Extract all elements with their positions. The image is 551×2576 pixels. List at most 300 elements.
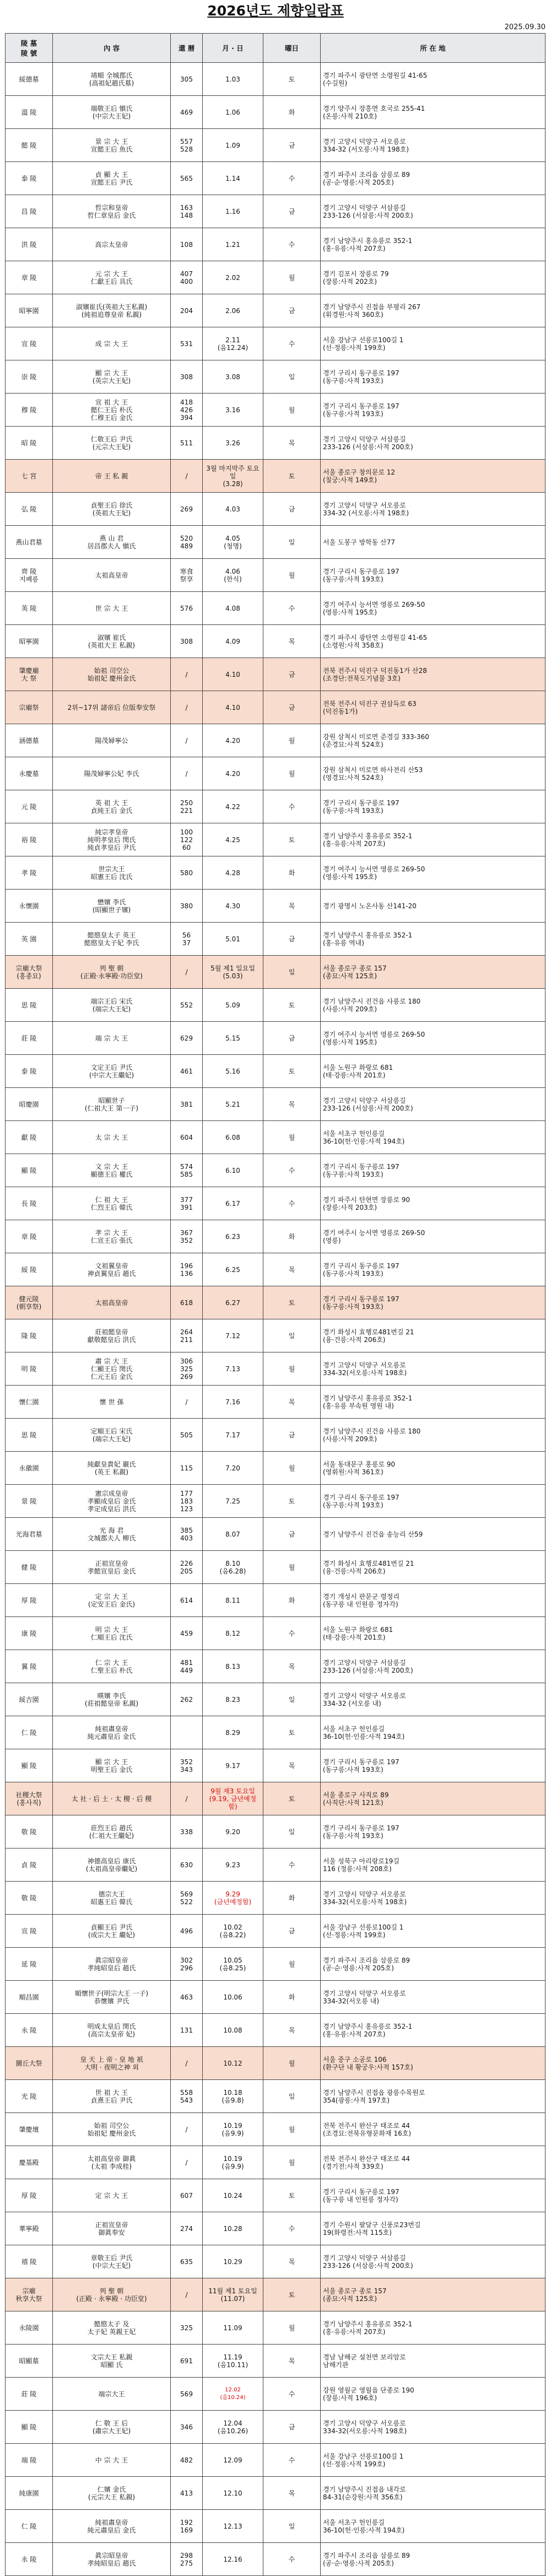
- cell-month-day: 3.16: [203, 394, 263, 427]
- cell-hwan: 552: [171, 989, 203, 1022]
- cell-neung: 溫 陵: [6, 96, 53, 129]
- table-row: [6, 1286, 545, 1319]
- schedule-table: [5, 33, 545, 2576]
- cell-content: 端敬王后 愼氏 (中宗大王妃): [53, 96, 171, 129]
- cell-content: 燕 山 君 居昌郡夫人 愼氏: [53, 526, 171, 559]
- cell-hwan: 264 211: [171, 1319, 203, 1352]
- cell-content: 仁敬王后 尹氏 (元宗大王妃): [53, 427, 171, 460]
- table-header-row: [6, 34, 545, 63]
- cell-location: 경기 고양시 덕양구 서오릉로 334-32 (서오릉 내): [321, 1683, 545, 1716]
- cell-month-day: 11.09: [203, 2311, 263, 2345]
- cell-hwan: /: [171, 724, 203, 757]
- table-row: [6, 1882, 545, 1915]
- cell-hwan: 614: [171, 1584, 203, 1617]
- cell-month-day: 7.17: [203, 1419, 263, 1452]
- cell-hwan: 691: [171, 2345, 203, 2378]
- cell-content: 太 宗 大 王: [53, 1121, 171, 1154]
- cell-neung: 英 園: [6, 923, 53, 956]
- cell-month-day: 4.30: [203, 890, 263, 923]
- table-row: [6, 129, 545, 162]
- cell-location: 경기 구리시 동구릉로 197 (동구릉:사적 193호): [321, 1286, 545, 1319]
- cell-hwan: 463: [171, 1981, 203, 2014]
- cell-neung: 顯 陵: [6, 2411, 53, 2444]
- cell-weekday: 금: [263, 1419, 321, 1452]
- cell-month-day: 3.08: [203, 360, 263, 394]
- cell-weekday: 토: [263, 63, 321, 96]
- cell-content: 端宗大王: [53, 2378, 171, 2411]
- table-row: [6, 460, 545, 493]
- cell-location: 경기 고양시 덕양구 서삼릉길 233-126 (서삼릉:사적 200호): [321, 2245, 545, 2278]
- cell-month-day: 5.09: [203, 989, 263, 1022]
- cell-location: 전북 전주시 덕진구 권삼득로 63 (덕진동1가): [321, 691, 545, 724]
- table-row: [6, 2278, 545, 2311]
- cell-content: 文祖翼皇帝 神貞翼皇后 趙氏: [53, 1253, 171, 1286]
- cell-hwan: 338: [171, 1815, 203, 1849]
- cell-neung: 涵德墓: [6, 724, 53, 757]
- cell-month-day: 2.06: [203, 294, 263, 327]
- cell-neung: 宗廟 秋享大祭: [6, 2278, 53, 2311]
- cell-weekday: 목: [263, 1650, 321, 1683]
- cell-neung: 延 陵: [6, 1948, 53, 1981]
- cell-neung: 莊 陵: [6, 1022, 53, 1055]
- cell-content: 太 社 · 后 土 · 太 稷 · 后 稷: [53, 1782, 171, 1815]
- table-row: [6, 890, 545, 923]
- cell-neung: 綏吉園: [6, 1683, 53, 1716]
- cell-hwan: 413: [171, 2477, 203, 2510]
- cell-content: 孝 宗 大 王 仁宣王后 張氏: [53, 1220, 171, 1253]
- cell-month-day: 10.19 (음9.9): [203, 2146, 263, 2179]
- cell-location: 경기 구리시 동구릉로 197 (동구릉 내 인원릉 정자각): [321, 2179, 545, 2212]
- cell-hwan: 325: [171, 2311, 203, 2345]
- cell-weekday: 수: [263, 1154, 321, 1187]
- table-row: [6, 195, 545, 228]
- cell-content: 陽茂婦寧公: [53, 724, 171, 757]
- table-row: [6, 956, 545, 989]
- cell-location: 경기 고양시 덕양구 서삼릉길 233-126 (서삼릉:사적 200호): [321, 427, 545, 460]
- table-row: [6, 2014, 545, 2047]
- cell-neung: 光海君墓: [6, 1518, 53, 1551]
- cell-content: 貞聖王后 徐氏 (英祖大王妃): [53, 493, 171, 526]
- cell-weekday: 수: [263, 592, 321, 625]
- table-row: [6, 1915, 545, 1948]
- cell-month-day: 6.08: [203, 1121, 263, 1154]
- cell-location: 경기 남양주시 진건읍 송능리 산59: [321, 1518, 545, 1551]
- cell-content: 成 宗 大 王: [53, 327, 171, 360]
- cell-location: 경기 남양주시 진건읍 사릉로 180 (사릉:사적 209호): [321, 1419, 545, 1452]
- cell-hwan: 557 528: [171, 129, 203, 162]
- cell-weekday: 월: [263, 1452, 321, 1485]
- cell-hwan: 482: [171, 2444, 203, 2477]
- cell-weekday: 수: [263, 2543, 321, 2576]
- cell-month-day: 7.16: [203, 1386, 263, 1419]
- cell-month-day: 10.06: [203, 1981, 263, 2014]
- cell-hwan: /: [171, 691, 203, 724]
- cell-hwan: 604: [171, 1121, 203, 1154]
- cell-content: 懿愍皇太子 英王 懿愍皇太子妃 李氏: [53, 923, 171, 956]
- cell-month-day: 4.10: [203, 658, 263, 691]
- table-row: [6, 1815, 545, 1849]
- cell-month-day: 4.22: [203, 790, 263, 823]
- cell-location: 경기 파주시 광탄면 소령원길 41-65 (수길원): [321, 63, 545, 96]
- cell-content: 文宗大王 私親 昭顯 氏: [53, 2345, 171, 2378]
- cell-location: 경기 남양주시 진접읍 내각로 84-31(순강원:사적 356호): [321, 2477, 545, 2510]
- cell-hwan: 274: [171, 2212, 203, 2245]
- cell-month-day: 6.27: [203, 1286, 263, 1319]
- cell-content: 顯 宗 大 王 (英宗大王妃): [53, 360, 171, 394]
- cell-location: 경기 남양주시 홍유릉로 352-1 (홍·유릉 부속원 영원 내): [321, 1386, 545, 1419]
- cell-location: 경기 구리시 동구릉로 197 (동구릉:사적 193호): [321, 1253, 545, 1286]
- cell-weekday: 목: [263, 1749, 321, 1782]
- cell-weekday: 목: [263, 1088, 321, 1121]
- cell-location: 경기 구리시 동구릉로 197 (동구릉:사적 193호): [321, 559, 545, 592]
- cell-location: 경기 파주시 조리읍 삼릉로 89 (공·순·영릉:사적 205호): [321, 162, 545, 195]
- cell-month-day: 9.20: [203, 1815, 263, 1849]
- cell-content: 正祖宣皇帝 御眞奉安: [53, 2212, 171, 2245]
- cell-hwan: 569 522: [171, 1882, 203, 1915]
- cell-hwan: 505: [171, 1419, 203, 1452]
- cell-location: 경기 고양시 덕양구 서삼릉길 233-126 (서삼릉:사적 200호): [321, 1650, 545, 1683]
- cell-neung: 健元陵 (朝享祭): [6, 1286, 53, 1319]
- cell-month-day: 6.23: [203, 1220, 263, 1253]
- cell-neung: 齊 陵 지폐릉: [6, 559, 53, 592]
- header-month-day: 月 · 日: [203, 34, 263, 63]
- table-row: [6, 856, 545, 890]
- cell-month-day: 1.09: [203, 129, 263, 162]
- cell-neung: 穆 陵: [6, 394, 53, 427]
- cell-weekday: 목: [263, 2345, 321, 2378]
- header-neung: 陵 墓 陵 號: [6, 34, 53, 63]
- cell-hwan: /: [171, 757, 203, 790]
- cell-weekday: 화: [263, 1584, 321, 1617]
- table-row: [6, 691, 545, 724]
- cell-location: 경기 구리시 동구릉로 197 (동구릉:사적 193호): [321, 1485, 545, 1518]
- cell-neung: 元 陵: [6, 790, 53, 823]
- cell-weekday: 월: [263, 2311, 321, 2345]
- cell-content: 眞宗昭皇帝 孝純昭皇后 趙氏: [53, 1948, 171, 1981]
- cell-neung: 圜丘大祭: [6, 2047, 53, 2080]
- cell-month-day: 5.01: [203, 923, 263, 956]
- table-row: [6, 1981, 545, 2014]
- cell-neung: 端 陵: [6, 2444, 53, 2477]
- cell-month-day: 8.29: [203, 1716, 263, 1749]
- cell-hwan: /: [171, 2278, 203, 2311]
- cell-location: 서울 서초구 헌인릉길 36-10(헌·인릉:사적 194호): [321, 1716, 545, 1749]
- cell-month-day: 4.08: [203, 592, 263, 625]
- cell-weekday: 수: [263, 790, 321, 823]
- cell-content: 正祖宣皇帝 孝懿宣皇后 金氏: [53, 1551, 171, 1584]
- table-row: [6, 1187, 545, 1220]
- cell-location: 서울 강남구 선릉로100길 1 (선·정릉:사적 199호): [321, 327, 545, 360]
- table-row: [6, 1055, 545, 1088]
- cell-content: 貞 顯 大 王 宣懿王后 尹氏: [53, 162, 171, 195]
- cell-location: 경기 구리시 동구릉로 197 (동구릉:사적 193호): [321, 360, 545, 394]
- cell-weekday: 일: [263, 2510, 321, 2543]
- cell-neung: 慶基殿: [6, 2146, 53, 2179]
- cell-weekday: 월: [263, 724, 321, 757]
- cell-month-day: 10.08: [203, 2014, 263, 2047]
- table-row: [6, 2113, 545, 2146]
- cell-weekday: 월: [263, 2146, 321, 2179]
- table-row: [6, 1121, 545, 1154]
- cell-location: 경기 구리시 동구릉로 197 (동구릉:사적 193호): [321, 1154, 545, 1187]
- cell-location: 경기 파주시 조리읍 삼릉로 89 (공·순·영릉:사적 205호): [321, 2543, 545, 2576]
- table-row: [6, 2345, 545, 2378]
- cell-content: 始祖 司空公 始祖妃 慶州金氏: [53, 658, 171, 691]
- cell-location: 서울 강남구 선릉로100길 1 (선·정릉:사적 199호): [321, 2444, 545, 2477]
- cell-content: 淑嬪 崔氏 (英祖大王 私親): [53, 625, 171, 658]
- cell-hwan: 308: [171, 360, 203, 394]
- table-row: [6, 2047, 545, 2080]
- cell-location: 경기 고양시 덕양구 서삼릉길 233-126 (서삼릉:사적 200호): [321, 195, 545, 228]
- cell-content: 端宗王后 宋氏 (端宗大王妃): [53, 989, 171, 1022]
- table-row: [6, 1584, 545, 1617]
- cell-weekday: 월: [263, 2047, 321, 2080]
- cell-weekday: 월: [263, 2113, 321, 2146]
- cell-location: 서울 종로구 창의문로 12 (칠궁:사적 149호): [321, 460, 545, 493]
- cell-neung: 昭慶園: [6, 1088, 53, 1121]
- cell-location: 경기 남양주시 진접읍 부평리 267 (휘경원:사적 360호): [321, 294, 545, 327]
- cell-hwan: 558 543: [171, 2080, 203, 2113]
- cell-weekday: 목: [263, 2245, 321, 2278]
- cell-weekday: 목: [263, 2477, 321, 2510]
- cell-month-day: 4.20: [203, 724, 263, 757]
- cell-neung: 肇慶壇: [6, 2113, 53, 2146]
- cell-content: 仁 宗 大 王 仁聖王后 朴氏: [53, 1650, 171, 1683]
- table-row: [6, 261, 545, 294]
- cell-location: 경기 여주시 능서면 영릉로 269-50 (영릉:사적 195호): [321, 592, 545, 625]
- cell-neung: 敬 陵: [6, 1815, 53, 1849]
- cell-content: 景 宗 大 王 宣懿王后 魚氏: [53, 129, 171, 162]
- cell-month-day: 6.10: [203, 1154, 263, 1187]
- cell-weekday: 금: [263, 294, 321, 327]
- cell-month-day: 7.13: [203, 1352, 263, 1386]
- cell-neung: 純康園: [6, 2477, 53, 2510]
- cell-location: 서울 성북구 아리랑로19길 116 (정릉:사적 208호): [321, 1849, 545, 1882]
- cell-neung: 社稷大祭 (홍사직): [6, 1782, 53, 1815]
- cell-neung: 華寧殿: [6, 2212, 53, 2245]
- cell-weekday: 토: [263, 989, 321, 1022]
- cell-location: 서울 동대문구 홍릉로 90 (영휘원:사적 361호): [321, 1452, 545, 1485]
- cell-neung: 敬 陵: [6, 1882, 53, 1915]
- table-row: [6, 1617, 545, 1650]
- cell-hwan: 115: [171, 1452, 203, 1485]
- cell-hwan: 630: [171, 1849, 203, 1882]
- table-row: [6, 1022, 545, 1055]
- table-row: [6, 823, 545, 856]
- table-row: [6, 2245, 545, 2278]
- cell-hwan: 262: [171, 1683, 203, 1716]
- cell-neung: 顯 陵: [6, 1154, 53, 1187]
- cell-location: 서울 종로구 사직로 89 (사직단:사적 121호): [321, 1782, 545, 1815]
- cell-hwan: 377 391: [171, 1187, 203, 1220]
- cell-month-day: 8.12: [203, 1617, 263, 1650]
- cell-weekday: 목: [263, 1253, 321, 1286]
- cell-weekday: 금: [263, 658, 321, 691]
- cell-neung: 景 陵: [6, 1485, 53, 1518]
- cell-neung: 章 陵: [6, 1220, 53, 1253]
- cell-month-day: 8.11: [203, 1584, 263, 1617]
- cell-content: 2위~17위 諸帝后 位版奉安祭: [53, 691, 171, 724]
- table-row: [6, 294, 545, 327]
- cell-month-day: 4.10: [203, 691, 263, 724]
- cell-neung: 泰 陵: [6, 1055, 53, 1088]
- cell-hwan: 269: [171, 493, 203, 526]
- cell-location: 경기 화성시 효행로481번길 21 (융·건릉:사적 206호): [321, 1319, 545, 1352]
- cell-month-day: 1.16: [203, 195, 263, 228]
- cell-hwan: 459: [171, 1617, 203, 1650]
- cell-hwan: 305: [171, 63, 203, 96]
- cell-neung: 孝 陵: [6, 856, 53, 890]
- cell-neung: 宣 陵: [6, 327, 53, 360]
- cell-neung: 綏 陵: [6, 1253, 53, 1286]
- cell-neung: 洪 陵: [6, 228, 53, 261]
- cell-month-day: 10.24: [203, 2179, 263, 2212]
- cell-location: 경기 구리시 동구릉로 197 (동구릉:사적 193호): [321, 1749, 545, 1782]
- cell-month-day: 11.19 (음10.11): [203, 2345, 263, 2378]
- cell-month-day: 9월 제3 토요일 (9.19, 금년예정함): [203, 1782, 263, 1815]
- cell-neung: 禧 陵: [6, 2245, 53, 2278]
- cell-neung: 永慶墓: [6, 757, 53, 790]
- cell-hwan: 192 169: [171, 2510, 203, 2543]
- cell-month-day: 9.17: [203, 1749, 263, 1782]
- cell-location: 경기 광명시 노온사동 산141-20: [321, 890, 545, 923]
- cell-neung: 永 陵: [6, 2014, 53, 2047]
- cell-weekday: 토: [263, 2278, 321, 2311]
- cell-location: 서울 강남구 선릉로100길 1 (선·정릉:사적 199호): [321, 1915, 545, 1948]
- cell-location: 경기 고양시 덕양구 서오릉로 334-32(서오릉 내): [321, 1981, 545, 2014]
- cell-content: 定順王后 宋氏 (端宗大王妃): [53, 1419, 171, 1452]
- cell-content: 世 祖 大 王 貞熹王后 尹氏: [53, 2080, 171, 2113]
- cell-neung: 厚 陵: [6, 2179, 53, 2212]
- cell-content: 莊烈王后 趙氏 (仁祖大王繼妃): [53, 1815, 171, 1849]
- cell-weekday: 금: [263, 493, 321, 526]
- table-row: [6, 923, 545, 956]
- cell-weekday: 금: [263, 2411, 321, 2444]
- cell-neung: 永懷園: [6, 890, 53, 923]
- table-row: [6, 1088, 545, 1121]
- cell-hwan: 461: [171, 1055, 203, 1088]
- table-row: [6, 1452, 545, 1485]
- cell-month-day: 10.19 (음9.9): [203, 2113, 263, 2146]
- cell-hwan: 565: [171, 162, 203, 195]
- cell-weekday: 목: [263, 1386, 321, 1419]
- cell-location: 경기 여주시 능서면 영릉로 269-50 (영릉:사적 195호): [321, 1022, 545, 1055]
- cell-location: 경기 양주시 장흥면 호국로 255-41 (온릉:사적 210호): [321, 96, 545, 129]
- cell-hwan: 100 122 60: [171, 823, 203, 856]
- cell-month-day: 4.03: [203, 493, 263, 526]
- cell-neung: 昭顯墓: [6, 2345, 53, 2378]
- table-row: [6, 2444, 545, 2477]
- cell-hwan: 520 489: [171, 526, 203, 559]
- page-title: 2026년도 제향일람표: [207, 3, 344, 19]
- cell-neung: 康 陵: [6, 1617, 53, 1650]
- cell-content: 仁嬪 金氏 (元宗大王 私親): [53, 2477, 171, 2510]
- table-row: [6, 625, 545, 658]
- table-row: [6, 658, 545, 691]
- cell-month-day: 2.11 (음12.24): [203, 327, 263, 360]
- cell-weekday: 화: [263, 1981, 321, 2014]
- cell-neung: 昌 陵: [6, 195, 53, 228]
- cell-location: 강원 영월군 영월읍 단종로 190 (장릉:사적 196호): [321, 2378, 545, 2411]
- cell-neung: 莊 陵: [6, 2378, 53, 2411]
- cell-neung: 健 陵: [6, 1551, 53, 1584]
- table-row: [6, 394, 545, 427]
- cell-month-day: 8.23: [203, 1683, 263, 1716]
- cell-neung: 昭寧園: [6, 294, 53, 327]
- cell-neung: 宗廟大祭 (홍종묘): [6, 956, 53, 989]
- cell-weekday: 화: [263, 1882, 321, 1915]
- cell-content: 陽茂婦寧公妃 李氏: [53, 757, 171, 790]
- cell-weekday: 금: [263, 691, 321, 724]
- cell-weekday: 일: [263, 526, 321, 559]
- cell-content: 英 祖 大 王 貞純王后 金氏: [53, 790, 171, 823]
- cell-month-day: 4.20: [203, 757, 263, 790]
- table-row: [6, 2311, 545, 2345]
- cell-location: 경기 고양시 덕양구 서오릉로 334-32(서오릉:사적 198호): [321, 1352, 545, 1386]
- cell-month-day: 5.16: [203, 1055, 263, 1088]
- cell-location: 강원 삼척시 미로면 하사전리 산53 (영경묘:사적 524호): [321, 757, 545, 790]
- cell-neung: 燕山君墓: [6, 526, 53, 559]
- cell-hwan: 177 183 123: [171, 1485, 203, 1518]
- cell-month-day: 10.12: [203, 2047, 263, 2080]
- cell-month-day: 10.28: [203, 2212, 263, 2245]
- cell-weekday: 수: [263, 2444, 321, 2477]
- cell-content: 純祖肅皇帝 純元肅皇后 金氏: [53, 2510, 171, 2543]
- cell-hwan: /: [171, 1386, 203, 1419]
- cell-neung: 崇 陵: [6, 360, 53, 394]
- cell-neung: 永徽園: [6, 1452, 53, 1485]
- cell-content: 高宗太皇帝: [53, 228, 171, 261]
- cell-hwan: 418 426 394: [171, 394, 203, 427]
- cell-content: 世宗大王 昭憲王后 沈氏: [53, 856, 171, 890]
- table-row: [6, 1948, 545, 1981]
- cell-month-day: 8.07: [203, 1518, 263, 1551]
- cell-month-day: 7.12: [203, 1319, 263, 1352]
- cell-weekday: 수: [263, 1187, 321, 1220]
- cell-month-day: 2.02: [203, 261, 263, 294]
- cell-month-day: 12.13: [203, 2510, 263, 2543]
- cell-location: 서울 중구 소공로 106 (환구단 내 황궁우:사적 157호): [321, 2047, 545, 2080]
- cell-weekday: 토: [263, 1055, 321, 1088]
- cell-location: 경기 개성시 판문군 령정리 (동구릉 내 인원릉 정자각): [321, 1584, 545, 1617]
- table-row: [6, 1849, 545, 1882]
- cell-location: 경기 화성시 효행로481번길 21 (융·건릉:사적 206호): [321, 1551, 545, 1584]
- cell-neung: 順昌園: [6, 1981, 53, 2014]
- cell-month-day: 5.21: [203, 1088, 263, 1121]
- document-date: 2025.09.30: [504, 23, 545, 31]
- cell-hwan: 346: [171, 2411, 203, 2444]
- cell-hwan: /: [171, 2047, 203, 2080]
- cell-hwan: /: [171, 2113, 203, 2146]
- cell-weekday: 일: [263, 1815, 321, 1849]
- cell-location: 경기 여주시 능서면 영릉로 269-50 (영릉:사적 195호): [321, 856, 545, 890]
- cell-location: 경기 구리시 동구릉로 197 (동구릉:사적 193호): [321, 394, 545, 427]
- table-row: [6, 228, 545, 261]
- cell-location: 경기 파주시 탄현면 장릉로 90 (장릉:사적 203호): [321, 1187, 545, 1220]
- cell-neung: 仁 陵: [6, 2510, 53, 2543]
- cell-month-day: 6.17: [203, 1187, 263, 1220]
- cell-hwan: /: [171, 2146, 203, 2179]
- cell-location: 경기 김포시 장릉로 79 (장릉:사적 202호): [321, 261, 545, 294]
- cell-neung: 章 陵: [6, 261, 53, 294]
- cell-neung: 仁 陵: [6, 1716, 53, 1749]
- cell-content: 顯 宗 大 王 明聖王后 金氏: [53, 1749, 171, 1782]
- cell-hwan: 226 205: [171, 1551, 203, 1584]
- cell-neung: 光 陵: [6, 2080, 53, 2113]
- cell-hwan: 380: [171, 890, 203, 923]
- cell-month-day: 9.23: [203, 1849, 263, 1882]
- cell-weekday: 월: [263, 757, 321, 790]
